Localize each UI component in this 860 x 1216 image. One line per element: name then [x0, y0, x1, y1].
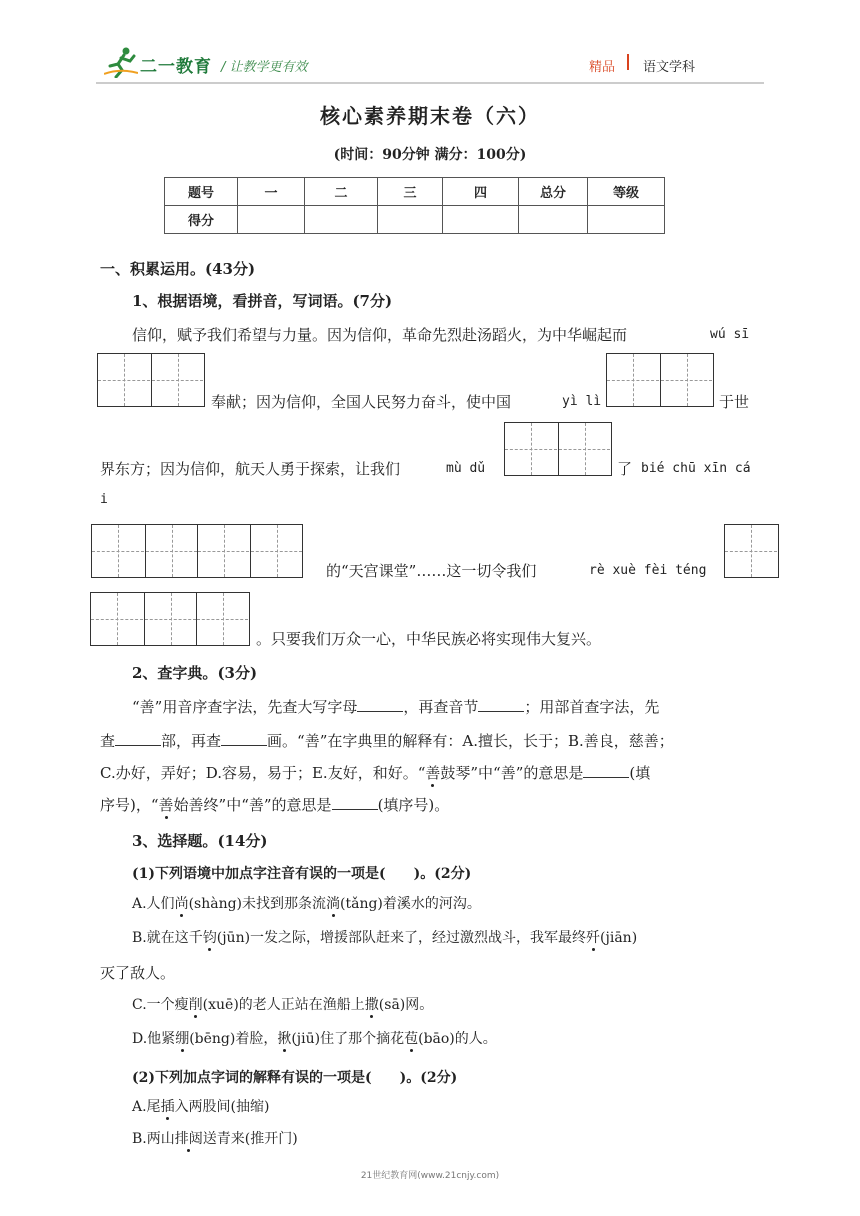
tag-divider: [627, 54, 629, 70]
passage-text: 奉献；因为信仰，全国人民努力奋斗，使中国: [211, 393, 512, 411]
page-footer: 21世纪教育网(www.21cnjy.com): [360, 1171, 500, 1181]
score-row-label: 得分: [165, 206, 238, 234]
answer-blank[interactable]: [478, 697, 524, 712]
score-header-cell: 总分: [519, 178, 588, 206]
writing-grid[interactable]: [724, 524, 779, 578]
question-heading: 1、根据语境，看拼音，写词语。(7分): [132, 292, 393, 310]
option-d[interactable]: D.他紧绷(bēng)着脸，揪(jiū)住了那个摘花苞(bāo)的人。: [132, 1031, 497, 1047]
pinyin-prompt: wú sī: [710, 327, 750, 342]
score-header-cell: 一: [238, 178, 305, 206]
writing-grid[interactable]: [97, 353, 205, 407]
score-cell[interactable]: [519, 206, 588, 234]
score-table-header-row: [165, 178, 665, 206]
option-a[interactable]: A.尾插入两股间(抽缩): [132, 1099, 270, 1115]
passage-text: 界东方；因为信仰，航天人勇于探索，让我们: [100, 460, 401, 478]
question-line: “善”用音序查字法，先查大写字母 ，再查音节 ；用部首查字法，先: [132, 698, 660, 716]
pinyin-prompt: mù dǔ: [446, 461, 486, 476]
option-b[interactable]: B.两山排闼送青来(推开门): [132, 1131, 298, 1147]
option-b-wrap: 灭了敌人。: [100, 964, 176, 982]
logo-text: 二一教育: [140, 57, 212, 77]
question-line: 序号)，“善始善终”中“善”的意思是 (填序号)。: [100, 796, 450, 814]
sub-question: (1)下列语境中加点字注音有误的一项是( )。(2分): [132, 866, 472, 882]
answer-blank[interactable]: [583, 763, 629, 778]
answer-blank[interactable]: [357, 697, 403, 712]
score-header-cell: 等级: [588, 178, 665, 206]
passage-text: 。只要我们万众一心，中华民族必将实现伟大复兴。: [256, 630, 602, 648]
score-table: [164, 177, 665, 234]
page-subtitle: (时间：90分钟 满分：100分): [333, 147, 527, 163]
slogan: / 让教学更有效: [221, 60, 308, 75]
tag-premium: 精品: [589, 60, 616, 75]
question-heading: 3、选择题。(14分): [132, 832, 268, 850]
runner-logo-icon: [104, 46, 138, 78]
passage-line: [132, 324, 627, 345]
option-a[interactable]: A.人们尚(shàng)未找到那条流淌(tǎng)着溪水的河沟。: [132, 896, 481, 912]
score-header-cell: 三: [378, 178, 443, 206]
passage-text: 于世: [719, 393, 750, 411]
question-heading: 2、查字典。(3分): [132, 664, 258, 682]
sub-question: (2)下列加点字词的解释有误的一项是( )。(2分): [132, 1070, 458, 1086]
option-b[interactable]: B.就在这千钧(jūn)一发之际，增援部队赶来了，经过激烈战斗，我军最终歼(jiān): [132, 930, 638, 946]
score-header-cell: 四: [443, 178, 519, 206]
dotted-char: 善: [158, 796, 174, 814]
score-cell[interactable]: [378, 206, 443, 234]
section-heading: 一、积累运用。(43分): [100, 260, 256, 278]
score-cell[interactable]: [588, 206, 665, 234]
question-line: 查 部，再查 画。“善”在字典里的解释有：A.擅长，长于；B.善良，慈善；: [100, 732, 674, 750]
pinyin-prompt-wrap: i: [100, 492, 108, 507]
writing-grid[interactable]: [504, 422, 612, 476]
writing-grid[interactable]: [91, 524, 303, 578]
answer-blank[interactable]: [221, 731, 267, 746]
pinyin-prompt: bié chū xīn cá: [641, 461, 751, 476]
answer-blank[interactable]: [115, 731, 161, 746]
score-cell[interactable]: [443, 206, 519, 234]
question-line: C.办好，弄好；D.容易，易于；E.友好，和好。“善鼓琴”中“善”的意思是 (填: [100, 764, 651, 782]
score-header-cell: 二: [305, 178, 378, 206]
passage-text: 信仰，赋予我们希望与力量。因为信仰，革命先烈赴汤蹈火，为中华崛起而: [132, 326, 628, 344]
writing-grid[interactable]: [90, 592, 250, 646]
passage-text: 的“天宫课堂”……这一切令我们: [326, 562, 537, 580]
header-divider: [96, 82, 764, 84]
score-cell[interactable]: [238, 206, 305, 234]
pinyin-prompt: rè xuè fèi téng: [589, 563, 707, 578]
passage-text: 了: [617, 460, 633, 478]
score-cell[interactable]: [305, 206, 378, 234]
score-header-cell: 题号: [165, 178, 238, 206]
option-c[interactable]: C.一个瘦削(xuē)的老人正站在渔船上撒(sā)网。: [132, 997, 434, 1013]
pinyin-prompt: yì lì: [562, 394, 602, 409]
dotted-char: 善: [425, 764, 441, 782]
page-title: 核心素养期末卷（六）: [320, 104, 540, 128]
score-table-score-row: [165, 206, 665, 234]
writing-grid[interactable]: [606, 353, 714, 407]
answer-blank[interactable]: [332, 795, 378, 810]
tag-subject: 语文学科: [643, 60, 696, 75]
